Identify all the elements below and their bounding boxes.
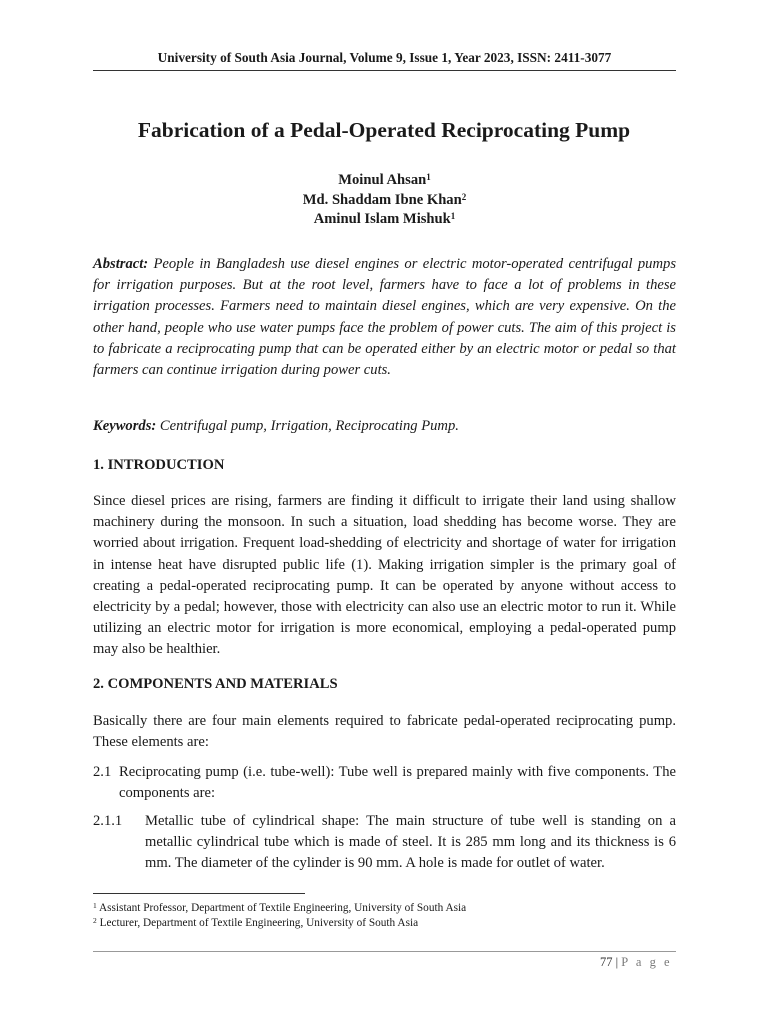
list-item-number: 2.1 bbox=[93, 764, 112, 780]
page-number-value: 77 bbox=[600, 955, 613, 969]
author-name: Moinul Ahsan bbox=[338, 172, 427, 188]
keywords-text: Centrifugal pump, Irrigation, Reciprocating Pump. bbox=[159, 418, 459, 434]
keywords-label: Keywords: bbox=[93, 418, 157, 434]
page-number bbox=[600, 955, 672, 970]
journal-header: University of South Asia Journal, Volume 9, Issue 1, Year 2023, ISSN: 2411-3077 bbox=[157, 50, 612, 65]
author-affiliation-mark: 2 bbox=[461, 191, 467, 202]
author-1 bbox=[93, 171, 676, 191]
section-heading-components: 2. COMPONENTS AND MATERIALS bbox=[93, 676, 338, 692]
author-name: Md. Shaddam Ibne Khan bbox=[302, 191, 462, 208]
keywords bbox=[93, 416, 676, 437]
list-item-2-1 bbox=[93, 762, 676, 804]
abstract-label: Abstract: bbox=[93, 256, 149, 272]
author-affiliation-mark: 1 bbox=[450, 211, 456, 221]
author-3 bbox=[93, 210, 676, 230]
footnote-divider bbox=[93, 893, 305, 894]
list-item-number: 2.1.1 bbox=[93, 813, 123, 829]
author-affiliation-mark: 1 bbox=[426, 172, 431, 182]
header-divider bbox=[93, 70, 676, 71]
page-label: P a g e bbox=[621, 955, 672, 969]
introduction-paragraph: Since diesel prices are rising, farmers are finding it difficult to irrigate their land using shallow machinery during the monsoon. In such a situation, load shedding has become worse. They are worried about irrigation. Frequent load-shedding of electricity and shortage of water for irrigation in intense heat have disrupted public life (1). Making irrigation simpler is the primary goal of creating a pedal-operated reciprocating pump. It can be operated by anyone without access to electricity by a pedal; however, those with electricity can also use an electric motor to run it. While utilizing an electric motor for irrigation is more economical, employing a pedal-operated pump may also be healthier. bbox=[93, 493, 676, 658]
list-item-2-1-1 bbox=[93, 811, 676, 875]
author-2 bbox=[93, 191, 676, 211]
abstract bbox=[93, 254, 676, 381]
footnote-mark: 1 bbox=[93, 901, 97, 910]
author-name: Aminul Islam Mishuk bbox=[313, 211, 451, 227]
abstract-text: People in Bangladesh use diesel engines or electric motor-operated centrifugal pumps for irrigation purposes. But at the root level, farmers have to face a lot of problems in these irrigation processes. Farmers need to maintain diesel engines, which are very expensive. On the other hand, people who use water pumps face the problem of power cuts. The aim of this project is to fabricate a reciprocating pump that can be operated either by an electric motor or pedal so that farmers can continue irrigation during power cuts. bbox=[93, 256, 676, 379]
author-list bbox=[93, 171, 676, 230]
section-heading-introduction: 1. INTRODUCTION bbox=[93, 457, 225, 473]
footer-divider bbox=[93, 951, 676, 952]
footnote-text: Assistant Professor, Department of Textile Engineering, University of South Asia bbox=[98, 902, 467, 914]
footnote-text: Lecturer, Department of Textile Engineering, University of South Asia bbox=[99, 917, 419, 929]
paper-title: Fabrication of a Pedal-Operated Reciprocating Pump bbox=[137, 118, 631, 142]
list-item-text: Reciprocating pump (i.e. tube-well): Tube well is prepared mainly with five components. The components are: bbox=[119, 764, 676, 802]
list-item-text: Metallic tube of cylindrical shape: The main structure of tube well is standing on a metallic cylindrical tube which is made of steel. It is 285 mm long and its thickness is 6 mm. The diameter of the cylinder is 90 mm. A hole is made for outlet of water. bbox=[145, 813, 676, 872]
footnote-mark: 2 bbox=[93, 916, 97, 925]
footnote-1 bbox=[93, 901, 676, 915]
page-number-separator: | bbox=[615, 955, 619, 969]
components-intro-paragraph: Basically there are four main elements required to fabricate pedal-operated reciprocating pump. These elements are: bbox=[93, 713, 676, 751]
footnote-2 bbox=[93, 916, 676, 930]
